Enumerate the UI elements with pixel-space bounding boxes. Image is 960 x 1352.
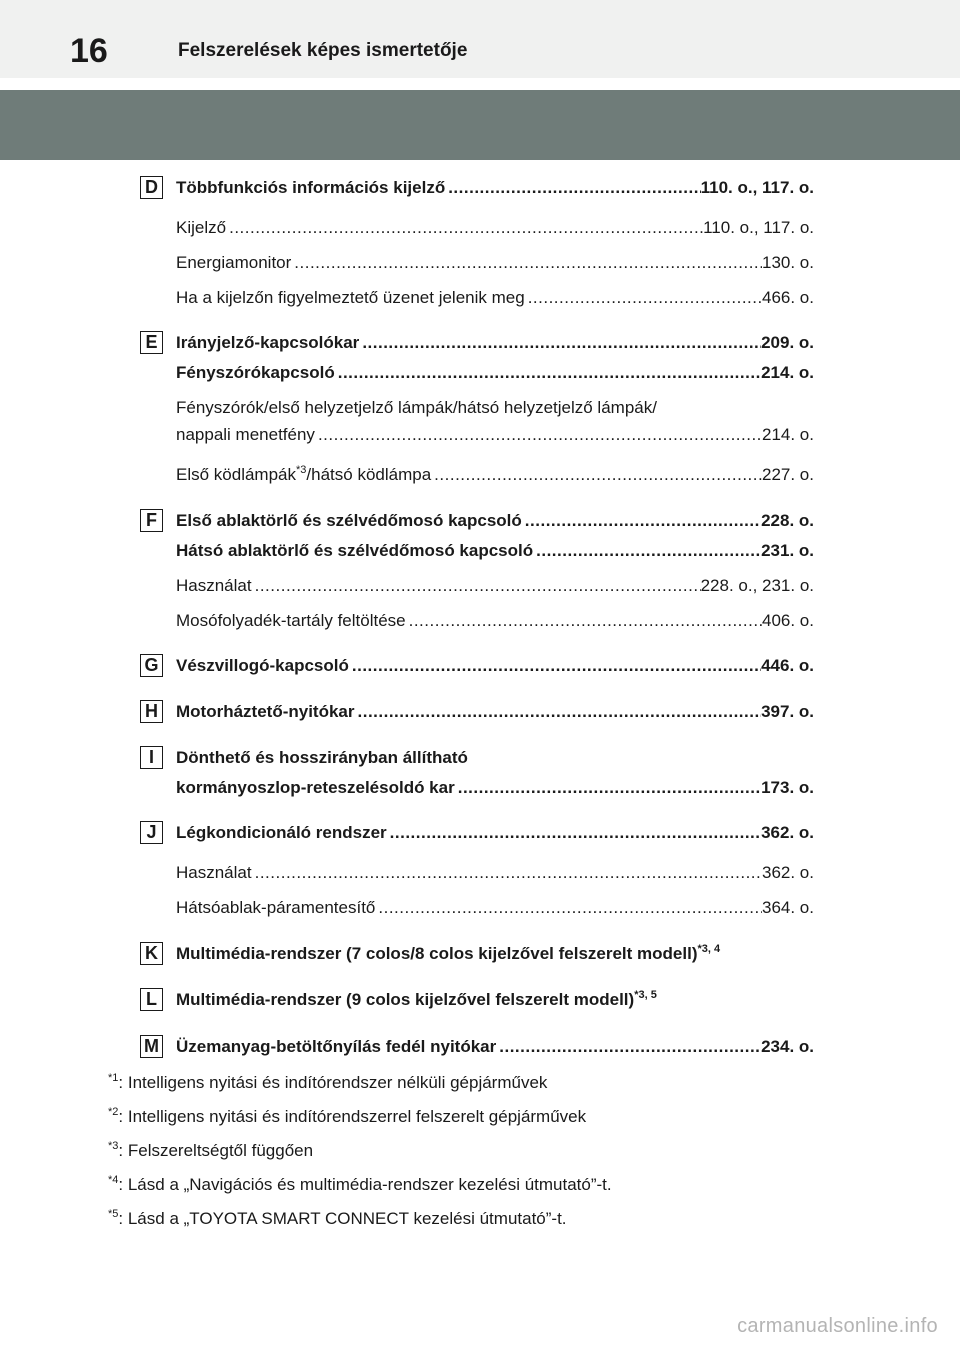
footnote-ref: *3, 5 [634,989,657,1001]
section-letter-h: H [140,700,163,723]
toc-entry-e-sub[interactable]: Első ködlámpák$^{*3}$/hátsó ködlámpa ..... 227. o. [176,464,814,486]
section-letter-j: J [140,821,163,844]
footnote: $^{*4}$: Lásd a „Navigációs és multimédia-rendszer kezelési útmutató”-t. [108,1174,612,1194]
page-ref: 397. o. [761,702,814,721]
page-ref: 362. o. [762,863,814,882]
dot-leader [315,424,762,446]
toc-entry-e-sub[interactable]: nappali menetfény ..... 214. o. [176,424,814,446]
footnote: $^{*2}$: Intelligens nyitási és indítórendszerrel felszerelt gépjárművek [108,1106,587,1126]
footnote: $^{*3}$: Felszereltségtől függően [108,1140,314,1160]
section-letter-g: G [140,654,163,677]
page-ref: 110. o., 117. o. [703,218,814,237]
page-ref: 446. o. [761,656,814,675]
page-ref: 110. o., 117. o. [700,178,814,197]
page-ref: 406. o. [762,611,814,630]
toc-entry-j-main[interactable]: Légkondicionáló rendszer ..... 362. o. [176,822,814,844]
footnote-ref: *3 [296,464,307,476]
toc-entry-i-main[interactable]: kormányoszlop-reteszelésoldó kar ..... 173. o. [176,777,814,799]
dot-leader [455,777,761,799]
toc-entry-f-sub[interactable]: Mosófolyadék-tartály feltöltése ..... 406. o. [176,610,814,632]
dot-leader [226,217,703,239]
page-ref: 209. o. [761,333,814,352]
page-ref: 173. o. [761,778,814,797]
section-letter-m: M [140,1035,163,1058]
toc-entry-g-main[interactable]: Vészvillogó-kapcsoló ..... 446. o. [176,655,814,677]
header-bar [0,0,960,78]
page-ref: 214. o. [761,363,814,382]
watermark: carmanualsonline.info [737,1315,938,1337]
dot-leader [387,822,761,844]
dot-leader [496,1036,761,1058]
toc-entry-j-sub[interactable]: Hátsóablak-páramentesítő ..... 364. o. [176,897,814,919]
page-ref: 228. o. [761,511,814,530]
dot-leader [252,575,701,597]
dot-leader [522,510,761,532]
page-number: 16 [70,32,108,70]
toc-entry-e-main[interactable]: Irányjelző-kapcsolókar ..... 209. o. [176,332,814,354]
dot-leader [355,701,762,723]
dot-leader [335,362,761,384]
section-letter-k: K [140,942,163,965]
dot-leader [359,332,761,354]
dot-leader [406,610,762,632]
toc-entry-f-main[interactable]: Első ablaktörlő és szélvédőmosó kapcsoló ..... 228. o. [176,510,814,532]
page-ref: 466. o. [762,288,814,307]
footnote: $^{*1}$: Intelligens nyitási és indítórendszer nélküli gépjárművek [108,1072,548,1092]
page-ref: 228. o., 231. o. [700,576,814,595]
page-ref: 214. o. [762,425,814,444]
dot-leader [349,655,761,677]
dot-leader [525,287,762,309]
dot-leader [431,464,762,486]
toc-entry-h-main[interactable]: Motorháztető-nyitókar ..... 397. o. [176,701,814,723]
section-letter-i: I [140,746,163,769]
dot-leader [533,540,761,562]
section-letter-l: L [140,988,163,1011]
toc-entry-l-main[interactable]: Multimédia-rendszer (9 colos kijelzővel felszerelt modell)$^{*3, 5}$ [176,989,657,1009]
toc-entry-m-main[interactable]: Üzemanyag-betöltőnyílás fedél nyitókar ..... 234. o. [176,1036,814,1058]
page-ref: 231. o. [761,541,814,560]
page-ref: 364. o. [762,898,814,917]
page-ref: 227. o. [762,465,814,484]
page-ref: 234. o. [761,1037,814,1056]
section-letter-e: E [140,331,163,354]
page-ref: 130. o. [762,253,814,272]
dot-leader [445,177,700,199]
toc-entry-d-sub[interactable]: Ha a kijelzőn figyelmeztető üzenet jelenik meg ..... 466. o. [176,287,814,309]
footnote-ref: *3, 4 [697,943,721,955]
section-letter-f: F [140,509,163,532]
toc-entry-f-sub[interactable]: Használat ..... 228. o., 231. o. [176,575,814,597]
dot-leader [291,252,762,274]
page-ref: 362. o. [761,823,814,842]
toc-entry-i-main-line1[interactable]: Dönthető és hosszirányban állítható [176,748,468,767]
toc-entry-e-sub-line1[interactable]: Fényszórók/első helyzetjelző lámpák/hátsó helyzetjelző lámpák/ [176,398,657,417]
toc-entry-d-sub[interactable]: Kijelző ..... 110. o., 117. o. [176,217,814,239]
toc-entry-k-main[interactable]: Multimédia-rendszer (7 colos/8 colos kijelzővel felszerelt modell)$^{*3, 4}$ [176,943,721,963]
dot-leader [252,862,762,884]
toc-entry-d-main[interactable]: Többfunkciós információs kijelző ..... 110. o., 117. o. [176,177,814,199]
toc-entry-d-sub[interactable]: Energiamonitor ..... 130. o. [176,252,814,274]
header-band [0,90,960,160]
toc-entry-f-main[interactable]: Hátsó ablaktörlő és szélvédőmosó kapcsoló ..... 231. o. [176,540,814,562]
section-letter-d: D [140,176,163,199]
page-title: Felszerelések képes ismertetője [178,40,468,61]
dot-leader [375,897,762,919]
footnote: $^{*5}$: Lásd a „TOYOTA SMART CONNECT kezelési útmutató”-t. [108,1208,567,1228]
toc-entry-j-sub[interactable]: Használat ..... 362. o. [176,862,814,884]
toc-entry-e-main[interactable]: Fényszórókapcsoló ..... 214. o. [176,362,814,384]
